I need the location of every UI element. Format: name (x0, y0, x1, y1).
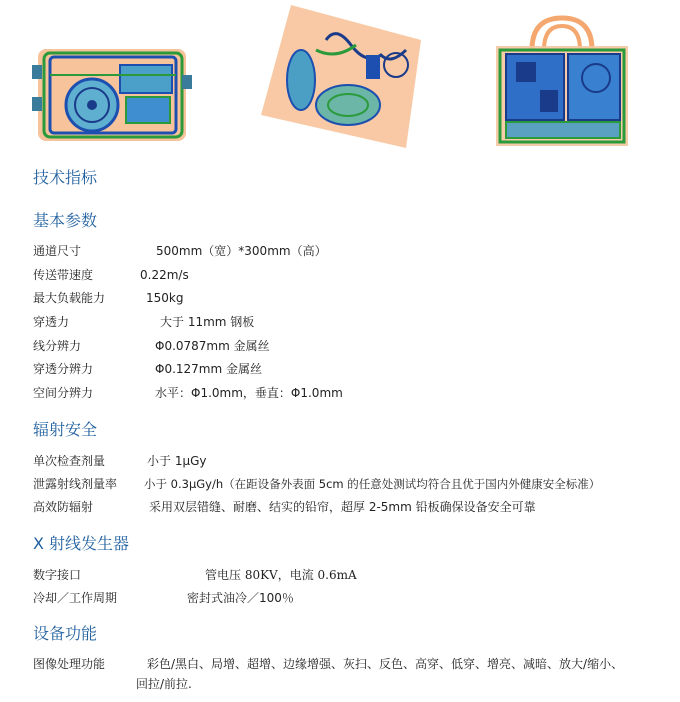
heading-tech-specs: 技术指标 (33, 168, 98, 187)
spec-value: Φ0.0787mm 金属丝 (155, 339, 270, 353)
spec-value: 150kg (146, 291, 184, 305)
spec-label: 图像处理功能 (33, 657, 106, 671)
spec-label: 传送带速度 (33, 268, 94, 282)
spec-value: 彩色/黑白、局增、超增、边缘增强、灰扫、反色、高穿、低穿、增亮、减暗、放大/缩小、 (147, 657, 624, 671)
spec-label: 通道尺寸 (33, 244, 82, 258)
spec-label: 穿透分辨力 (33, 362, 94, 376)
spec-value: Φ0.127mm 金属丝 (155, 362, 262, 376)
heading-functions: 设备功能 (33, 624, 98, 643)
spec-label: 最大负载能力 (33, 291, 106, 305)
heading-basic-params: 基本参数 (33, 211, 98, 230)
spec-value-continuation: 回拉/前拉. (136, 677, 192, 691)
spec-label: 线分辨力 (33, 339, 82, 353)
xray-image-box (256, 0, 426, 150)
spec-label: 数字接口 (33, 568, 82, 582)
spec-value: 水平：Φ1.0mm，垂直：Φ1.0mm (155, 386, 343, 400)
spec-value: 500mm（宽）*300mm（高） (156, 244, 327, 258)
spec-value: 小于 0.3μGy/h（在距设备外表面 5cm 的任意处测试均符合且优于国内外健康安全标准） (144, 477, 601, 491)
spec-label: 空间分辨力 (33, 386, 94, 400)
spec-label: 单次检查剂量 (33, 454, 106, 468)
spec-label: 高效防辐射 (33, 500, 94, 514)
spec-value: 大于 11mm 钢板 (160, 315, 255, 329)
spec-label: 穿透力 (33, 315, 70, 329)
xray-image-bag (492, 10, 632, 150)
spec-value: 小于 1μGy (147, 454, 207, 468)
heading-radiation-safety: 辐射安全 (33, 420, 98, 439)
xray-image-suitcase (30, 35, 195, 150)
spec-label: 冷却／工作周期 (33, 591, 118, 605)
spec-value: 管电压 80KV，电流 0.6mA (205, 568, 357, 582)
spec-value: 密封式油冷／100％ (187, 591, 294, 605)
spec-value: 0.22m/s (140, 268, 189, 282)
spec-label: 泄露射线剂量率 (33, 477, 118, 491)
heading-xray-generator: X 射线发生器 (33, 534, 130, 553)
spec-value: 采用双层错缝、耐磨、结实的铅帘，超厚 2-5mm 铅板确保设备安全可靠 (149, 500, 536, 514)
